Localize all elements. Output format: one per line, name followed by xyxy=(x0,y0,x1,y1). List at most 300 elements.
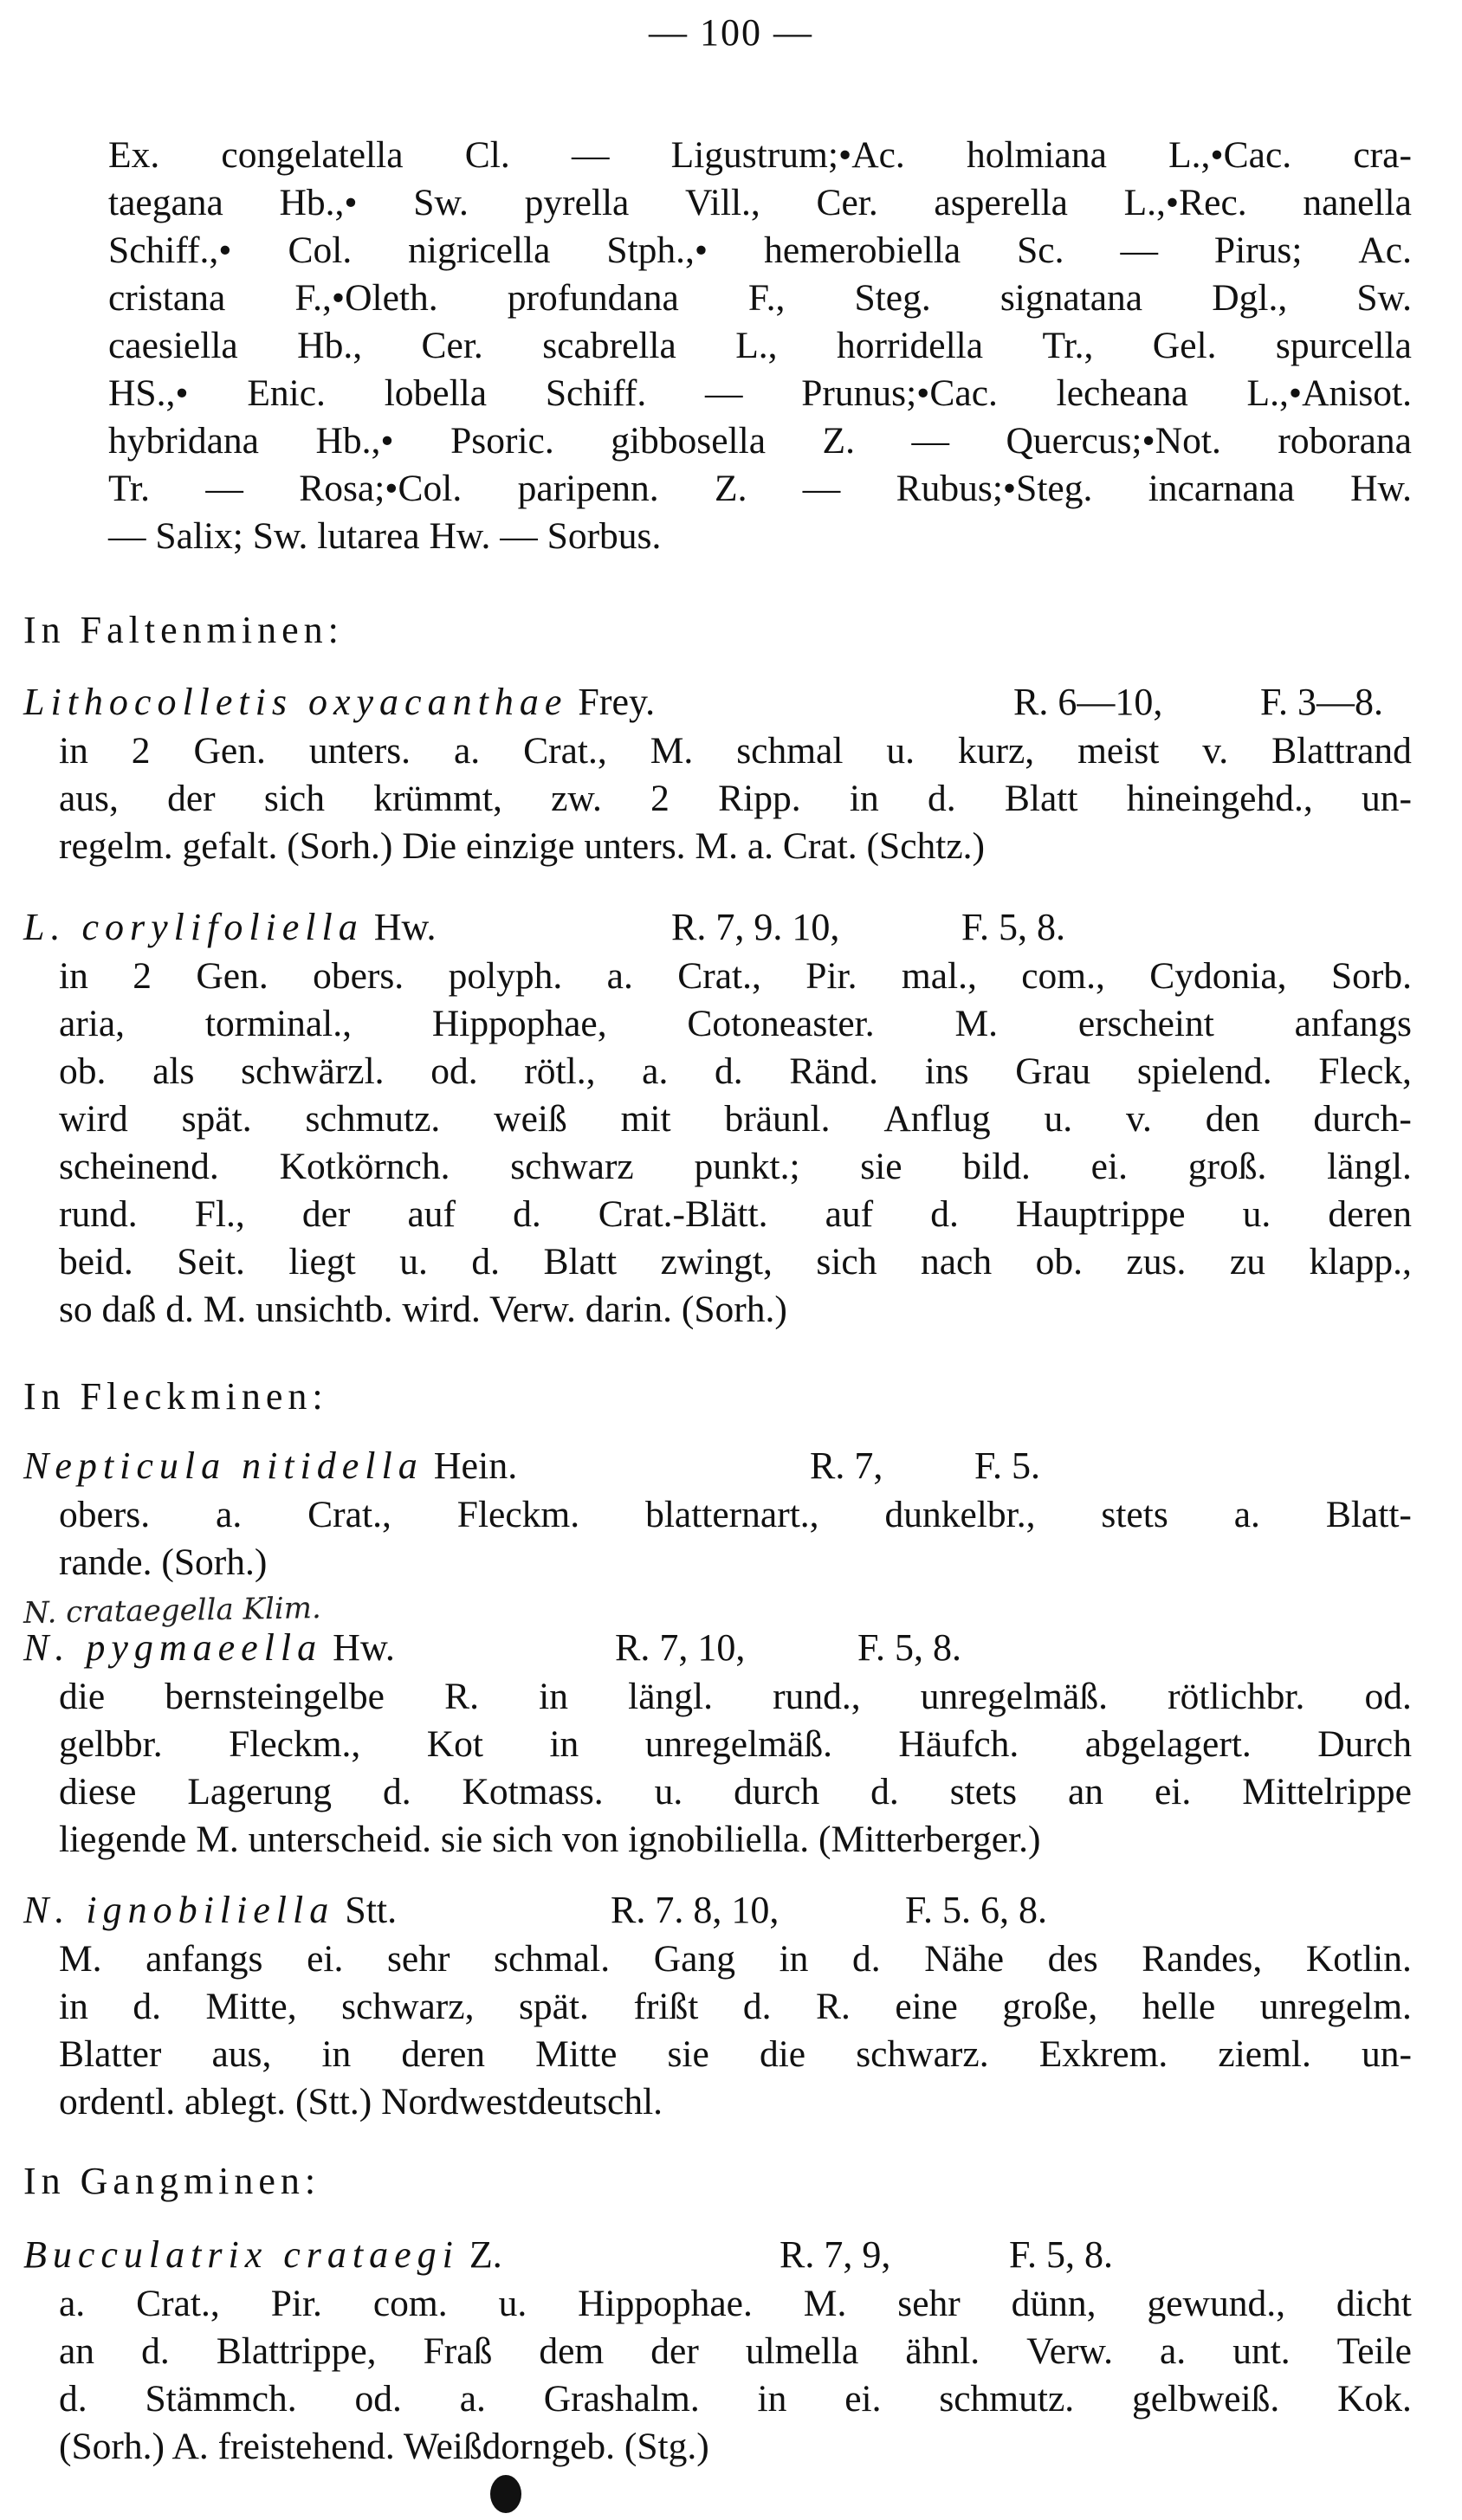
word: Rubus;•Steg. xyxy=(896,468,1093,509)
word: des xyxy=(1047,1938,1098,1980)
word: Mitte xyxy=(535,2033,618,2075)
word: gelbweiß. xyxy=(1131,2378,1280,2420)
word: Gel. xyxy=(1152,325,1217,366)
word: mal., xyxy=(901,955,977,997)
word: Psoric. xyxy=(450,420,554,462)
word: Blattrand xyxy=(1271,730,1412,772)
word: Cer. xyxy=(816,182,878,223)
word: nigricella xyxy=(408,229,551,271)
word: beid. xyxy=(59,1241,133,1283)
text-line xyxy=(59,1048,1412,1095)
word: F., xyxy=(747,277,786,319)
word: schwarz. xyxy=(856,2033,989,2075)
word: zieml. xyxy=(1218,2033,1311,2075)
word: in xyxy=(549,1723,579,1765)
word: Anflug xyxy=(883,1098,991,1140)
section-heading: In Fleckminen: xyxy=(23,1375,328,1418)
word: Hippophae, xyxy=(431,1003,607,1044)
word: Hb., xyxy=(297,325,363,366)
word: ei. xyxy=(1090,1146,1128,1187)
text-line xyxy=(108,465,1412,513)
word: nach xyxy=(920,1241,993,1283)
word: ei. xyxy=(1154,1771,1192,1812)
text-line xyxy=(59,1935,1412,1983)
word: bräunl. xyxy=(724,1098,831,1140)
word: mit xyxy=(620,1098,671,1140)
word: asperella xyxy=(934,182,1068,223)
falter-period: F. 5, 8. xyxy=(961,906,1065,948)
word: Steg. xyxy=(854,277,931,319)
text-line: ordentl. ablegt. (Stt.) Nordwestdeutschl. xyxy=(59,2081,663,2123)
word: Grashalm. xyxy=(543,2378,700,2420)
word: längl. xyxy=(628,1676,713,1717)
text-line: rande. (Sorh.) xyxy=(59,1541,268,1583)
word: Dgl., xyxy=(1212,277,1288,319)
word: — xyxy=(911,420,949,462)
word: M. xyxy=(650,730,694,772)
word: signatana xyxy=(999,277,1143,319)
word: Hw. xyxy=(1350,468,1412,509)
word: durch- xyxy=(1313,1098,1412,1140)
word: Crat., xyxy=(677,955,761,997)
word: Gen. xyxy=(193,730,266,772)
word: der xyxy=(650,2330,699,2372)
word: v. xyxy=(1202,730,1229,772)
word: krümmt, xyxy=(373,778,502,819)
word: hemerobiella xyxy=(764,229,961,271)
text-line xyxy=(59,2031,1412,2078)
word: caesiella xyxy=(108,325,238,366)
word: Crat.-Blätt. xyxy=(598,1193,768,1235)
word: 2 xyxy=(650,778,670,819)
word: R. xyxy=(444,1676,479,1717)
word: schwarz xyxy=(510,1146,634,1187)
word: obers. xyxy=(59,1494,151,1535)
falter-period: F. 5, 8. xyxy=(1009,2233,1113,2276)
word: Vill., xyxy=(685,182,760,223)
word: blatternart., xyxy=(645,1494,819,1535)
word: torminal., xyxy=(204,1003,353,1044)
falter-period: F. 5. 6, 8. xyxy=(905,1889,1047,1931)
word: — xyxy=(571,134,610,176)
word: Rosa;•Col. xyxy=(299,468,463,509)
text-line: liegende M. unterscheid. sie sich von ignobiliella. (Mitterberger.) xyxy=(59,1819,1041,1860)
word: dünn, xyxy=(1011,2283,1096,2324)
word: Schiff.,• xyxy=(108,229,232,271)
species-name: Bucculatrix crataegi xyxy=(23,2233,459,2276)
word: Ligustrum;•Ac. xyxy=(670,134,905,176)
word: stets xyxy=(1101,1494,1168,1535)
word: d. xyxy=(715,1050,743,1092)
word: ei. xyxy=(307,1938,344,1980)
word: a. xyxy=(59,2283,86,2324)
word: d. xyxy=(930,1193,959,1235)
word: pyrella xyxy=(524,182,630,223)
word: punkt.; xyxy=(694,1146,800,1187)
word: schmal. xyxy=(494,1938,611,1980)
word: d. xyxy=(513,1193,541,1235)
word: Kotmass. xyxy=(462,1771,604,1812)
word: sich xyxy=(263,778,325,819)
word: längl. xyxy=(1327,1146,1412,1187)
word: a. xyxy=(459,2378,486,2420)
word: unters. xyxy=(308,730,411,772)
word: in xyxy=(779,1938,809,1980)
word: abgelagert. xyxy=(1084,1723,1252,1765)
word: unregelmäß. xyxy=(920,1676,1108,1717)
word: die xyxy=(59,1676,106,1717)
text-line xyxy=(59,1095,1412,1143)
word: Kok. xyxy=(1337,2378,1412,2420)
word: Ripp. xyxy=(718,778,801,819)
word: erscheint xyxy=(1077,1003,1214,1044)
word: Mittelrippe xyxy=(1242,1771,1412,1812)
falter-period: F. 5. xyxy=(974,1444,1040,1487)
word: un- xyxy=(1362,778,1412,819)
word: kurz, xyxy=(957,730,1035,772)
word: Ränd. xyxy=(789,1050,879,1092)
word: durch xyxy=(734,1771,820,1812)
word: 2 xyxy=(131,730,151,772)
text-line xyxy=(59,1673,1412,1721)
word: d. xyxy=(870,1771,899,1812)
raupe-period: R. 7. 8, 10, xyxy=(611,1889,780,1931)
word: Hb.,• xyxy=(279,182,358,223)
species-author: Hein. xyxy=(433,1444,518,1487)
word: in xyxy=(757,2378,787,2420)
word: lecheana xyxy=(1056,372,1188,414)
word: Nähe xyxy=(924,1938,1005,1980)
word: M. xyxy=(59,1938,102,1980)
word: hybridana xyxy=(108,420,259,462)
word: Hauptrippe xyxy=(1015,1193,1186,1235)
word: scabrella xyxy=(542,325,676,366)
word: sie xyxy=(667,2033,709,2075)
word: d. xyxy=(382,1771,411,1812)
ink-blot xyxy=(490,2475,521,2513)
word: hineingehd., xyxy=(1126,778,1313,819)
word: Gen. xyxy=(196,955,268,997)
word: Durch xyxy=(1317,1723,1412,1765)
word: anfangs xyxy=(146,1938,263,1980)
word: v. xyxy=(1126,1098,1152,1140)
raupe-period: R. 7, 9, xyxy=(780,2233,891,2276)
word: aus, xyxy=(59,778,119,819)
word: spät. xyxy=(181,1098,252,1140)
word: Blattrippe, xyxy=(216,2330,377,2372)
word: Fleckm. xyxy=(456,1494,580,1535)
text-line: — Salix; Sw. lutarea Hw. — Sorbus. xyxy=(108,515,662,557)
word: deren xyxy=(1328,1193,1412,1235)
word: diese xyxy=(59,1771,137,1812)
word: spurcella xyxy=(1275,325,1412,366)
word: Cer. xyxy=(421,325,483,366)
text-line xyxy=(59,1238,1412,1286)
word: Enic. xyxy=(247,372,326,414)
word: Mitte, xyxy=(205,1986,297,2027)
word: an xyxy=(1067,1771,1104,1812)
page-number: — 100 — xyxy=(649,11,813,54)
text-line xyxy=(59,2280,1412,2328)
word: Gang xyxy=(653,1938,735,1980)
word: a. xyxy=(642,1050,669,1092)
text-line xyxy=(108,370,1412,417)
word: L., xyxy=(735,325,778,366)
word: Teile xyxy=(1336,2330,1412,2372)
word: d. xyxy=(927,778,956,819)
species-author: Hw. xyxy=(333,1626,395,1669)
word: ob. xyxy=(59,1050,107,1092)
falter-period: F. 3—8. xyxy=(1260,681,1383,723)
word: Verw. xyxy=(1026,2330,1113,2372)
word: Fleckm., xyxy=(229,1723,361,1765)
text-line xyxy=(59,775,1412,823)
word: eine xyxy=(895,1986,958,2027)
word: meist xyxy=(1077,730,1160,772)
word: d. xyxy=(141,2330,170,2372)
word: profundana xyxy=(507,277,679,319)
word: M. xyxy=(954,1003,999,1044)
text-line: so daß d. M. unsichtb. wird. Verw. darin. (Sorh.) xyxy=(59,1289,787,1330)
word: rund. xyxy=(59,1193,138,1235)
word: L.,•Rec. xyxy=(1123,182,1247,223)
word: klapp., xyxy=(1309,1241,1412,1283)
word: spielend. xyxy=(1136,1050,1272,1092)
text-line xyxy=(108,179,1412,227)
word: sehr xyxy=(897,2283,961,2324)
word: gewund., xyxy=(1147,2283,1285,2324)
word: Blatt xyxy=(1004,778,1078,819)
word: sich xyxy=(816,1241,877,1283)
species-author: Frey. xyxy=(578,681,656,723)
word: aria, xyxy=(59,1003,126,1044)
word: rötl., xyxy=(524,1050,596,1092)
word: u. xyxy=(399,1241,428,1283)
word: a. xyxy=(1233,1494,1260,1535)
word: der xyxy=(301,1193,351,1235)
word: schmutz. xyxy=(939,2378,1075,2420)
text-line xyxy=(59,1721,1412,1768)
word: — xyxy=(802,468,841,509)
word: frißt xyxy=(633,1986,699,2027)
text-line xyxy=(59,1491,1412,1539)
word: zwingt, xyxy=(660,1241,773,1283)
word: nanella xyxy=(1303,182,1412,223)
word: F.,•Oleth. xyxy=(294,277,438,319)
word: in xyxy=(59,730,88,772)
word: Kot xyxy=(426,1723,483,1765)
word: obers. xyxy=(313,955,404,997)
falter-period: F. 5, 8. xyxy=(857,1626,961,1669)
word: d. xyxy=(133,1986,161,2027)
word: horridella xyxy=(836,325,984,366)
text-line xyxy=(59,1768,1412,1816)
text-line xyxy=(108,227,1412,275)
word: zus. xyxy=(1126,1241,1187,1283)
word: Exkrem. xyxy=(1038,2033,1168,2075)
word: in xyxy=(59,955,88,997)
text-line xyxy=(59,2375,1412,2423)
word: helle xyxy=(1142,1986,1216,2027)
word: spät. xyxy=(518,1986,589,2027)
word: Häufch. xyxy=(898,1723,1019,1765)
word: Sc. xyxy=(1017,229,1064,271)
handwritten-note: N. crataegella Klim. xyxy=(23,1591,322,1631)
word: od. xyxy=(1364,1676,1412,1717)
word: roborana xyxy=(1278,420,1412,462)
word: schwarz, xyxy=(341,1986,475,2027)
word: — xyxy=(1120,229,1158,271)
word: rötlichbr. xyxy=(1168,1676,1305,1717)
word: aus, xyxy=(211,2033,272,2075)
word: schmutz. xyxy=(305,1098,441,1140)
word: Ex. xyxy=(108,134,160,176)
word: cristana xyxy=(108,277,226,319)
word: ei. xyxy=(844,2378,882,2420)
word: R. xyxy=(815,1986,851,2027)
word: L.,•Cac. xyxy=(1168,134,1292,176)
text-line xyxy=(59,953,1412,1000)
word: od. xyxy=(354,2378,402,2420)
raupe-period: R. 7, 9. 10, xyxy=(671,906,840,948)
word: d. xyxy=(852,1938,881,1980)
word: große, xyxy=(1002,1986,1098,2027)
word: — xyxy=(205,468,243,509)
word: u. xyxy=(654,1771,683,1812)
word: rund., xyxy=(773,1676,861,1717)
word: Cl. xyxy=(464,134,510,176)
raupe-period: R. 7, 10, xyxy=(615,1626,746,1669)
word: HS.,• xyxy=(108,372,189,414)
raupe-period: R. 7, xyxy=(810,1444,883,1487)
word: Prunus;•Cac. xyxy=(801,372,998,414)
word: ulmella xyxy=(745,2330,859,2372)
word: die xyxy=(759,2033,806,2075)
word: Tr. xyxy=(108,468,151,509)
word: Hb.,• xyxy=(315,420,394,462)
word: wird xyxy=(59,1098,128,1140)
text-line: (Sorh.) A. freistehend. Weißdorngeb. (Stg.) xyxy=(59,2426,709,2467)
word: L.,•Anisot. xyxy=(1246,372,1412,414)
word: Col. xyxy=(288,229,353,271)
word: d. xyxy=(742,1986,772,2027)
word: als xyxy=(152,1050,195,1092)
word: Crat., xyxy=(307,1494,391,1535)
word: groß. xyxy=(1187,1146,1267,1187)
word: ähnl. xyxy=(905,2330,980,2372)
word: paripenn. xyxy=(517,468,659,509)
text-line xyxy=(59,1000,1412,1048)
word: ob. xyxy=(1035,1241,1083,1283)
species-name: Lithocolletis oxyacanthae xyxy=(23,681,568,723)
text-line xyxy=(108,132,1412,179)
word: dunkelbr., xyxy=(884,1494,1036,1535)
word: zw. xyxy=(551,778,602,819)
word: Cotoneaster. xyxy=(687,1003,875,1044)
word: M. xyxy=(803,2283,847,2324)
word: Blatt xyxy=(543,1241,618,1283)
text-line xyxy=(108,322,1412,370)
word: u. xyxy=(1242,1193,1271,1235)
word: Pir. xyxy=(270,2283,322,2324)
word: Ac. xyxy=(1358,229,1412,271)
word: der xyxy=(167,778,216,819)
word: lobella xyxy=(384,372,488,414)
species-name: Nepticula nitidella xyxy=(23,1444,424,1487)
word: Cydonia, xyxy=(1149,955,1287,997)
word: Sw. xyxy=(1356,277,1412,319)
word: Sorb. xyxy=(1330,955,1412,997)
species-name: N. ignobiliella xyxy=(23,1889,335,1931)
word: u. xyxy=(1044,1098,1073,1140)
word: Kotlin. xyxy=(1305,1938,1412,1980)
word: a. xyxy=(216,1494,243,1535)
text-line xyxy=(59,1143,1412,1191)
species-author: Z. xyxy=(469,2233,502,2276)
word: incarnana xyxy=(1148,468,1295,509)
word: Crat., xyxy=(523,730,607,772)
word: bernsteingelbe xyxy=(165,1676,385,1717)
word: u. xyxy=(498,2283,527,2324)
word: Sw. xyxy=(413,182,469,223)
word: anfangs xyxy=(1294,1003,1412,1044)
word: an xyxy=(59,2330,95,2372)
word: liegt xyxy=(288,1241,356,1283)
word: auf xyxy=(825,1193,874,1235)
word: Z. xyxy=(822,420,855,462)
text-line xyxy=(108,275,1412,322)
word: Grau xyxy=(1015,1050,1091,1092)
word: Lagerung xyxy=(187,1771,333,1812)
word: un- xyxy=(1362,2033,1412,2075)
word: Crat., xyxy=(136,2283,220,2324)
word: Hippophae. xyxy=(578,2283,753,2324)
species-name: L. corylifoliella xyxy=(23,906,364,948)
word: in xyxy=(59,1986,88,2027)
word: u. xyxy=(886,730,915,772)
text-line xyxy=(108,417,1412,465)
word: a. xyxy=(453,730,481,772)
word: in xyxy=(539,1676,568,1717)
word: a. xyxy=(606,955,633,997)
word: d. xyxy=(471,1241,500,1283)
word: dicht xyxy=(1336,2283,1412,2324)
word: auf xyxy=(407,1193,456,1235)
word: Kotkörnch. xyxy=(279,1146,450,1187)
word: polyph. xyxy=(448,955,563,997)
word: in xyxy=(849,778,879,819)
word: unt. xyxy=(1232,2330,1291,2372)
word: Schiff. xyxy=(545,372,647,414)
word: gibbosella xyxy=(611,420,767,462)
text-line: regelm. gefalt. (Sorh.) Die einzige unters. M. a. Crat. (Schtz.) xyxy=(59,825,986,867)
word: Stph.,• xyxy=(606,229,708,271)
word: Blatt- xyxy=(1325,1494,1412,1535)
word: scheinend. xyxy=(59,1146,219,1187)
word: com., xyxy=(1021,955,1105,997)
word: od. xyxy=(430,1050,478,1092)
section-heading: In Faltenminen: xyxy=(23,609,344,651)
word: Fl., xyxy=(194,1193,245,1235)
word: deren xyxy=(401,2033,486,2075)
word: Fleck, xyxy=(1318,1050,1412,1092)
word: Tr., xyxy=(1042,325,1094,366)
species-author: Hw. xyxy=(373,906,437,948)
text-line xyxy=(59,2328,1412,2375)
word: d. xyxy=(59,2378,87,2420)
text-line xyxy=(59,1191,1412,1238)
word: Fraß xyxy=(423,2330,493,2372)
